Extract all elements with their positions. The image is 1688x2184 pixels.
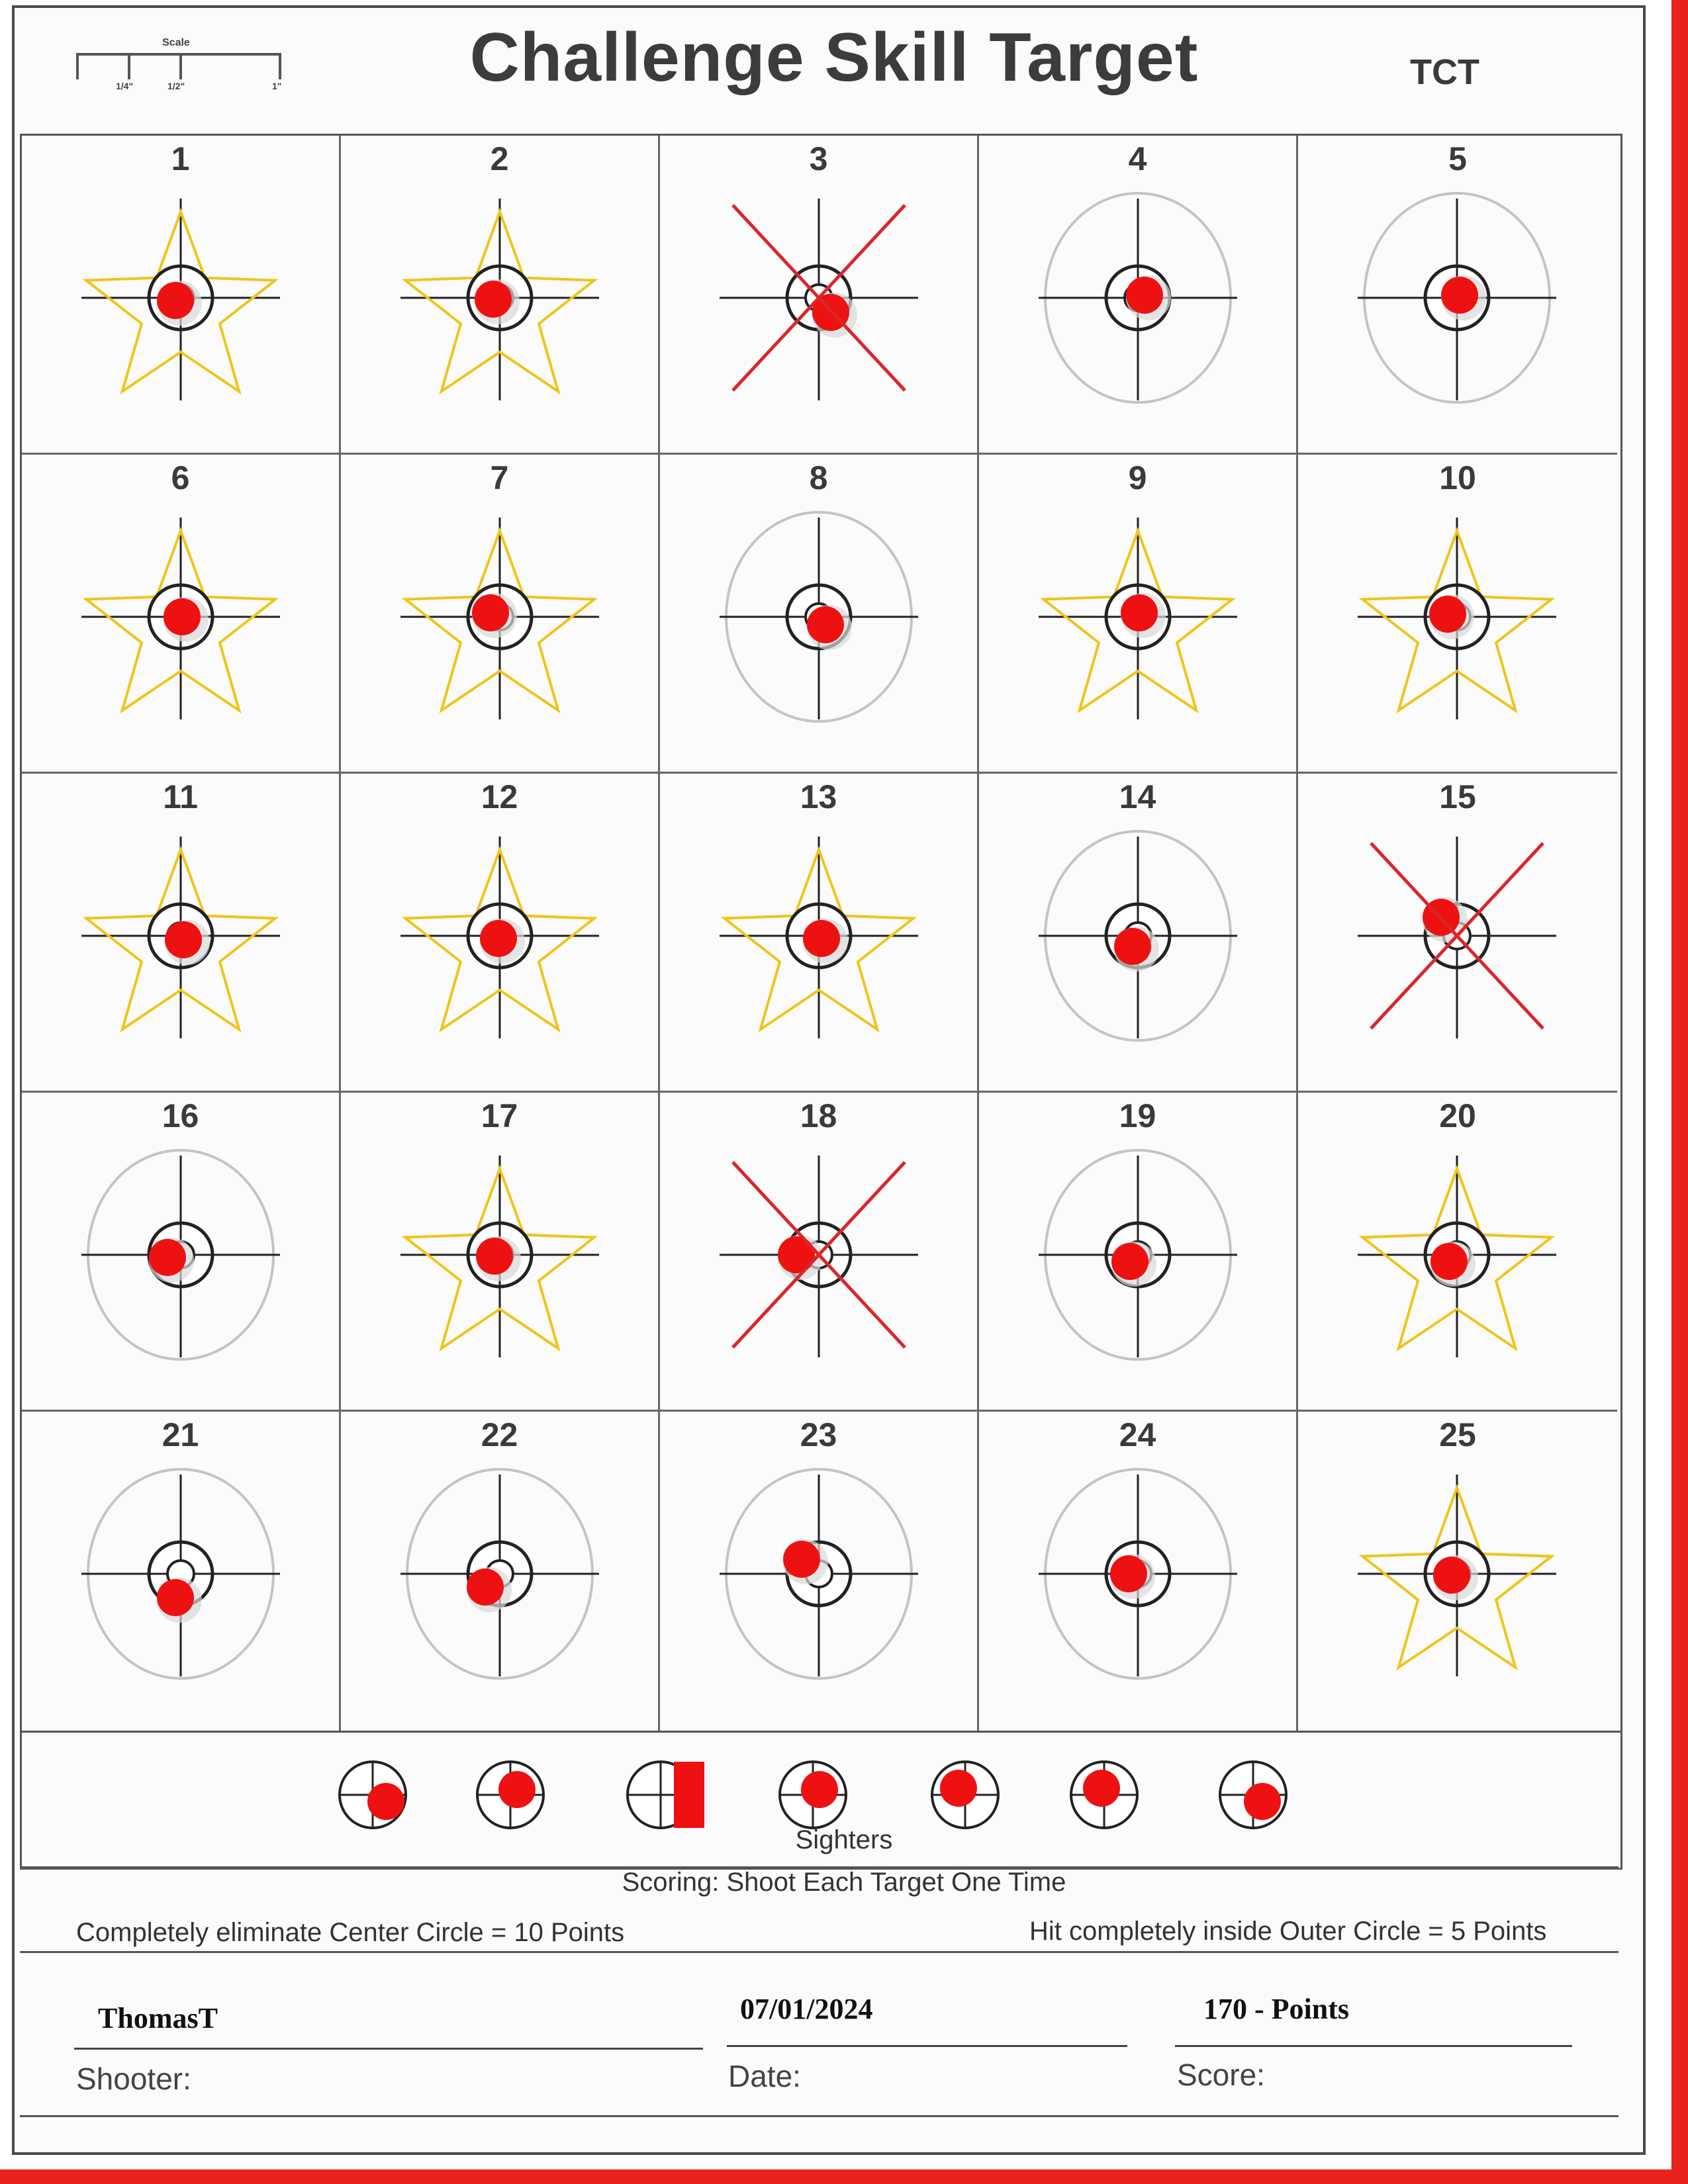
target-cell xyxy=(660,1093,979,1412)
target-figure xyxy=(22,774,341,1093)
target-figure xyxy=(341,136,660,455)
target-figure xyxy=(1298,1412,1617,1731)
target-cell xyxy=(1298,455,1617,774)
target-number: 6 xyxy=(171,459,190,496)
tct-label: TCT xyxy=(1410,52,1479,92)
score-value: 170 - Points xyxy=(1203,1993,1349,2025)
date-line xyxy=(727,2045,1127,2047)
target-number: 22 xyxy=(481,1416,518,1453)
rule-outer-circle: Hit completely inside Outer Circle = 5 Points xyxy=(1029,1917,1547,1946)
target-figure xyxy=(979,136,1298,455)
target-figure xyxy=(979,1412,1298,1731)
target-cell xyxy=(660,1412,979,1731)
target-cell xyxy=(660,136,979,455)
shooter-value: ThomasT xyxy=(98,2002,218,2034)
target-cell xyxy=(1298,136,1617,455)
rule-center-circle: Completely eliminate Center Circle = 10 Points xyxy=(76,1918,625,1947)
target-figure xyxy=(660,1412,979,1731)
target-number: 20 xyxy=(1439,1097,1476,1134)
target-number: 16 xyxy=(162,1097,199,1134)
target-cell xyxy=(341,1093,660,1412)
sighter-hit xyxy=(367,1783,404,1820)
target-cell xyxy=(22,1093,341,1412)
target-figure xyxy=(660,774,979,1093)
target-number: 8 xyxy=(809,459,828,496)
hit-marker xyxy=(164,598,201,635)
target-number: 3 xyxy=(809,140,828,177)
sighters-label: Sighters xyxy=(795,1825,893,1854)
target-cell xyxy=(979,1412,1298,1731)
hit-marker xyxy=(480,920,517,957)
target-number: 18 xyxy=(800,1097,837,1134)
hit-marker xyxy=(778,1236,815,1273)
page-title: Challenge Skill Target xyxy=(469,19,1199,96)
target-cell xyxy=(22,774,341,1093)
target-number: 2 xyxy=(490,140,509,177)
target-figure xyxy=(341,1412,660,1731)
target-number: 14 xyxy=(1119,778,1156,815)
target-number: 17 xyxy=(481,1097,518,1134)
scale-tick-half: 1/2" xyxy=(167,81,185,91)
target-cell xyxy=(341,136,660,455)
hit-marker xyxy=(1114,928,1151,965)
target-cell xyxy=(979,1093,1298,1412)
target-number: 25 xyxy=(1439,1416,1476,1453)
red-border-bottom xyxy=(0,2169,1688,2184)
target-figure xyxy=(341,455,660,774)
hit-marker xyxy=(1441,277,1478,314)
hit-marker xyxy=(1126,277,1163,314)
hit-marker xyxy=(807,606,844,643)
target-number: 7 xyxy=(490,459,509,496)
target-figure xyxy=(660,1093,979,1412)
target-figure xyxy=(1298,774,1617,1093)
hit-marker xyxy=(1430,1243,1468,1280)
target-number: 23 xyxy=(800,1416,837,1453)
hit-marker xyxy=(476,1238,513,1275)
scoring-heading: Scoring: Shoot Each Target One Time xyxy=(622,1868,1066,1897)
target-cell xyxy=(1298,1093,1617,1412)
hit-marker xyxy=(783,1541,820,1578)
score-label: Score: xyxy=(1177,2058,1265,2092)
target-figure xyxy=(22,455,341,774)
target-number: 5 xyxy=(1448,140,1467,177)
hit-marker xyxy=(157,282,194,319)
target-number: 19 xyxy=(1119,1097,1156,1134)
sighter-hit xyxy=(940,1770,977,1807)
target-number: 13 xyxy=(800,778,837,815)
hit-marker xyxy=(467,1569,504,1606)
hit-marker xyxy=(1433,1557,1470,1594)
target-cell xyxy=(979,774,1298,1093)
target-cell xyxy=(341,1412,660,1731)
shooter-line xyxy=(74,2048,703,2050)
target-number: 1 xyxy=(171,140,190,177)
target-figure xyxy=(660,455,979,774)
target-cell xyxy=(660,774,979,1093)
target-figure xyxy=(22,136,341,455)
scale-tick-inch: 1" xyxy=(272,81,282,91)
hit-marker xyxy=(1111,1243,1149,1280)
target-number: 12 xyxy=(481,778,518,815)
red-border-right xyxy=(1671,0,1688,2184)
target-number: 15 xyxy=(1439,778,1476,815)
target-cell xyxy=(1298,774,1617,1093)
date-label: Date: xyxy=(728,2059,801,2093)
target-figure xyxy=(979,774,1298,1093)
target-cell xyxy=(1298,1412,1617,1731)
target-cell xyxy=(22,1412,341,1731)
sighter-hit xyxy=(1244,1783,1281,1820)
sighter-hit xyxy=(1083,1770,1120,1807)
hit-marker xyxy=(157,1579,194,1616)
target-number: 9 xyxy=(1128,459,1147,496)
target-number: 21 xyxy=(162,1416,199,1453)
hit-marker xyxy=(1429,596,1466,633)
scale-label: Scale xyxy=(162,37,190,48)
target-cell xyxy=(979,136,1298,455)
hit-marker xyxy=(1110,1555,1147,1592)
hit-marker xyxy=(165,921,202,958)
sighter-hit xyxy=(498,1771,536,1808)
scale-tick-quarter: 1/4" xyxy=(116,81,134,91)
target-figure xyxy=(660,136,979,455)
hit-marker xyxy=(149,1239,186,1276)
date-value: 07/01/2024 xyxy=(740,1993,873,2025)
target-figure xyxy=(22,1412,341,1731)
target-figure xyxy=(979,455,1298,774)
hit-marker xyxy=(1121,594,1158,631)
hit-marker xyxy=(472,594,509,631)
target-number: 4 xyxy=(1128,140,1147,177)
target-figure xyxy=(341,774,660,1093)
target-figure xyxy=(1298,455,1617,774)
target-cell xyxy=(341,455,660,774)
target-figure xyxy=(1298,1093,1617,1412)
target-figure xyxy=(979,1093,1298,1412)
sighter-hit xyxy=(801,1771,838,1808)
target-cell xyxy=(979,455,1298,774)
shooter-label: Shooter: xyxy=(76,2062,191,2096)
target-figure xyxy=(341,1093,660,1412)
score-line xyxy=(1175,2045,1572,2047)
target-cell xyxy=(341,774,660,1093)
target-number: 24 xyxy=(1119,1416,1156,1453)
hit-marker xyxy=(803,920,840,957)
target-cell xyxy=(660,455,979,774)
target-figure xyxy=(22,1093,341,1412)
sighter-hit xyxy=(674,1762,704,1828)
hit-marker xyxy=(475,281,512,318)
target-number: 11 xyxy=(163,778,198,815)
target-number: 10 xyxy=(1439,459,1476,496)
target-figure xyxy=(1298,136,1617,455)
target-grid xyxy=(20,134,1622,1733)
target-cell xyxy=(22,455,341,774)
target-cell xyxy=(22,136,341,455)
